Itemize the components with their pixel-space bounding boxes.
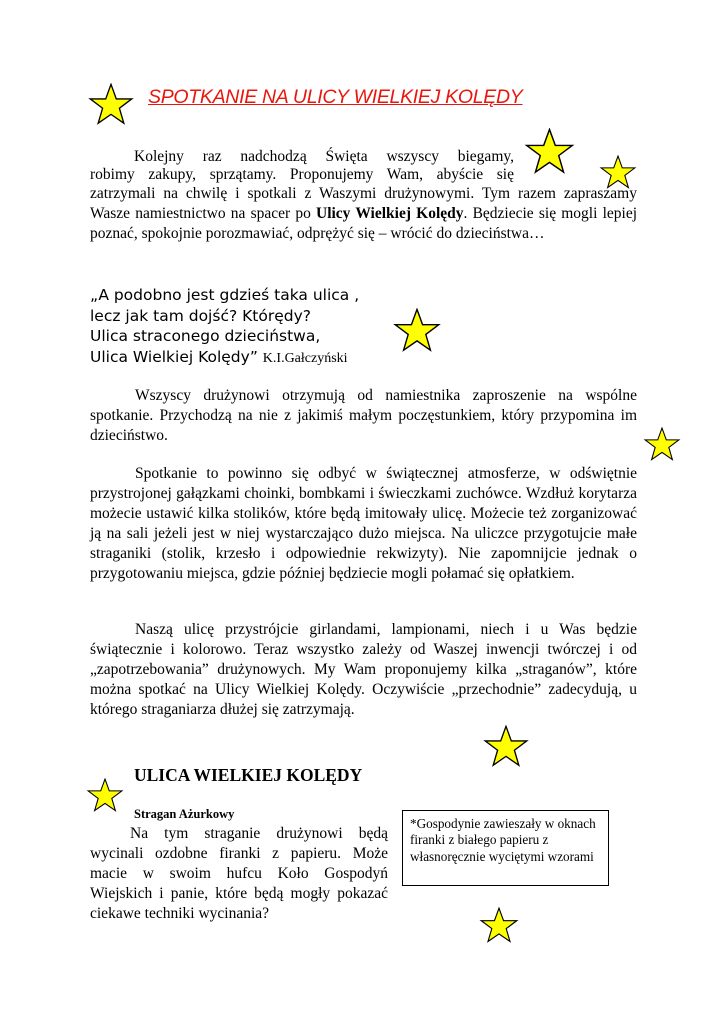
page-title: SPOTKANIE NA ULICY WIELKIEJ KOLĘDY: [148, 86, 523, 108]
poem-line: Ulica Wielkiej Kolędy”: [90, 347, 258, 366]
stall-name: Stragan Ażurkowy: [134, 807, 235, 821]
poem: [90, 285, 420, 369]
star-icon: [85, 778, 125, 812]
paragraph: Wszyscy drużynowi otrzymują od namiestnika zaproszenie na wspólne spotkanie. Przychodzą na nie z jakimiś małym poczęstunkiem, który przypomina im dzieciństwo.: [90, 387, 637, 444]
star-icon: [522, 128, 577, 174]
star-icon: [478, 907, 520, 943]
section-heading: ULICA WIELKIEJ KOLĘDY: [134, 765, 363, 785]
paragraph: Spotkanie to powinno się odbyć w świątecznej atmosferze, w odświętnie przystrojonej gałązkami choinki, bombkami i świeczkami zuchówce. Wzdłuż korytarza możecie ustawić kilka stolików, które będą imitowały ulicę. Możecie też zorganizować ją na sali jeżeli jest w niej wystarczająco dużo miejsca. Na uliczce przygotujcie małe straganiki (stolik, krzesło i odpowiednie rekwizyty). Nie zapomnijcie jednak o przygotowaniu miejsca, gdzie później będziecie mogli połamać się opłatkiem.: [90, 465, 637, 582]
star-icon: [478, 725, 534, 767]
stall-description: Na tym straganie drużynowi będą wycinali ozdobne firanki z papieru. Może macie w swoim hufcu Koło Gospodyń Wiejskich i panie, które będą mogły pokazać ciekawe techniki wycinania?: [90, 825, 388, 922]
paragraph: Naszą ulicę przystrójcie girlandami, lampionami, niech i u Was będzie świątecznie i kolorowo. Teraz wszystko zależy od Waszej inwencji twórczej i od „zapotrzebowania” drużynowych. My Wam proponujemy kilka „straganów”, które można spotkać na Ulicy Wielkiej Kolędy. Oczywiście „przechodnie” zadecydują, u którego straganiarza dłużej się zatrzymają.: [90, 621, 637, 718]
intro-line-1: Kolejny raz nadchodzą Święta wszyscy biegamy,: [134, 148, 514, 165]
star-icon: [642, 427, 682, 461]
poem-author: K.I.Gałczyński: [262, 350, 348, 366]
note-box: *Gospodynie zawieszały w oknach firanki z białego papieru z własnoręcznie wyciętymi wzorami: [402, 810, 609, 886]
intro-text-a: zatrzymali na chwilę i spotkali z Waszymi drużynowymi. Tym razem zapraszamy Wasze namiestnictwo na spacer po: [90, 185, 637, 222]
intro-line-2: robimy zakupy, sprzątamy. Proponujemy Wam, abyście się: [90, 166, 514, 183]
poem-line: Ulica straconego dzieciństwa,: [90, 327, 321, 345]
intro-street-name: Ulicy Wielkiej Kolędy: [316, 205, 464, 222]
intro-text-b: . Będziecie się mogli lepiej poznać, spokojnie porozmawiać, odprężyć się – wrócić do dzieciństwa…: [90, 205, 638, 242]
poem-line: „A podobno jest gdzieś taka ulica ,: [90, 286, 360, 304]
poem-line-last: [90, 347, 420, 370]
intro-paragraph-rest: [90, 184, 637, 244]
star-icon: [85, 83, 137, 125]
poem-line: lecz jak tam dojść? Którędy?: [90, 306, 311, 325]
